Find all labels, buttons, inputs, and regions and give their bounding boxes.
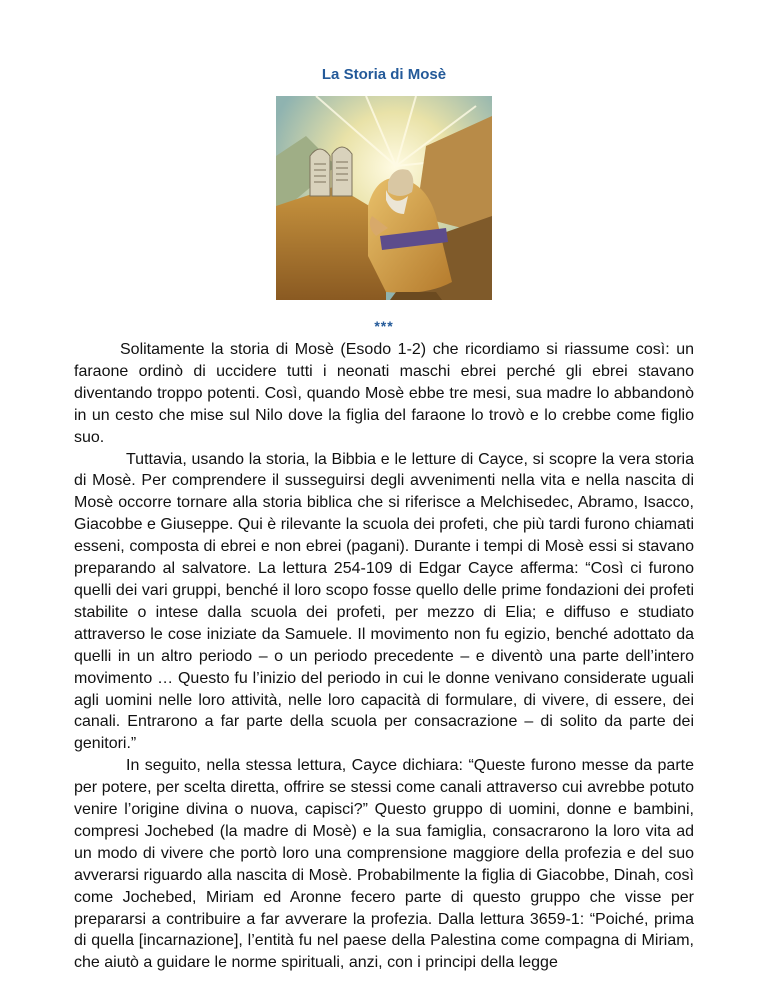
paragraph: Tuttavia, usando la storia, la Bibbia e le letture di Cayce, si scopre la vera storia di Mosè. Per comprendere il susseguirsi degli avvenimenti nella vita e nella nascita di Mosè occorre tornare alla storia biblica che si riferisce a Melchisedec, Abramo, Isacco, Giacobbe e Giuseppe. Qui è rilevante la scuola dei profeti, che più tardi furono chiamati esseni, composta di ebrei e non ebrei (pagani). Durante i tempi di Mosè essi si stavano preparando al salvatore. La lettura 254-109 di Edgar Cayce afferma: “Così ci furono quelli dei vari gruppi, benché il loro scopo fosse quello delle prime fondazioni dei profeti stabilite o intese dalla scuola dei profeti, per mezzo di Elia; e diffuso e studiato attraverso le cose iniziate da Samuele. Il movimento non fu egizio, benché adottato da quelli in un altro periodo – o un periodo precedente – e diventò una parte dell’intero movimento … Questo fu l’inizio del periodo in cui le donne venivano considerate uguali agli uomini nelle loro attività, nelle loro capacità di formulare, di vivere, di essere, dei canali. Entrarono a far parte della scuola per consacrazione – di solito da parte dei genitori.” (74, 450, 694, 753)
paragraph: In seguito, nella stessa lettura, Cayce dichiara: “Queste furono messe da parte per potere, per scelta diretta, offrire se stessi come canali attraverso cui avrebbe potuto venire l’origine divina o nuova, capisci?” Questo gruppo di uomini, donne e bambini, compresi Jochebed (la madre di Mosè) e la sua famiglia, consacrarono la loro vita ad un modo di vivere che portò loro una comprensione maggiore della profezia e del suo avverarsi riguardo alla nascita di Mosè. Probabilmente la figlia di Giacobbe, Dinah, così come Jochebed, Miriam ed Aronne fecero parte di questo gruppo che visse per prepararsi a contribuire a far avverare la profezia. Dalla lettura 3659-1: “Poiché, prima di quella [incarnazione], l’entità fu nel paese della Palestina come compagna di Miriam, che aiutò a guidare le norme spirituali, anzi, con i principi della legge (74, 757, 694, 972)
paragraph: Solitamente la storia di Mosè (Esodo 1-2) che ricordiamo si riassume così: un faraone ordinò di uccidere tutti i neonati maschi ebrei perché gli ebrei stavano diventando troppo potenti. Così, quando Mosè ebbe tre mesi, sua madre lo abbandonò in un cesto che mise sul Nilo dove la figlia del faraone lo trovò e lo crebbe come figlio suo. (74, 341, 694, 446)
moses-illustration (276, 96, 492, 300)
section-separator: *** (374, 318, 394, 334)
page-title: La Storia di Mosè (321, 66, 447, 83)
body-text (74, 339, 694, 974)
